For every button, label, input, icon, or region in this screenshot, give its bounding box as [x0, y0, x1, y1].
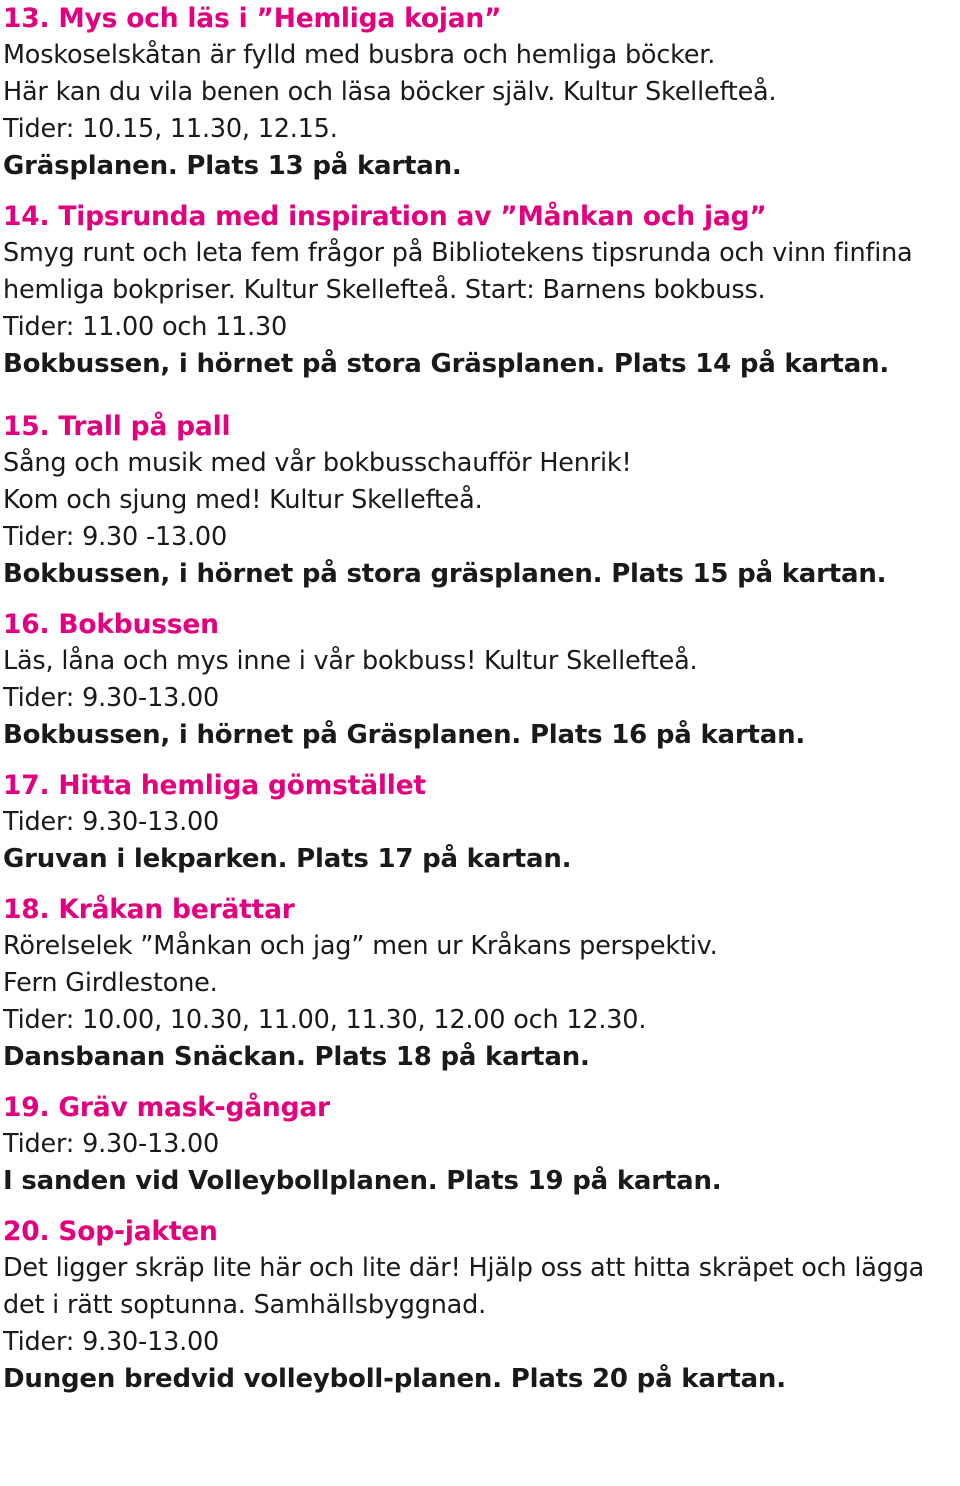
event-description-line: det i rätt soptunna. Samhällsbyggnad.: [3, 1290, 487, 1320]
event-title: 18. Kråkan berättar: [3, 894, 295, 925]
event-location: Dansbanan Snäckan. Plats 18 på kartan.: [3, 1042, 590, 1072]
event-location: Bokbussen, i hörnet på Gräsplanen. Plats 16 på kartan.: [3, 720, 806, 750]
event-description-line: Sång och musik med vår bokbusschaufför Henrik!: [3, 448, 632, 478]
event-description-line: Här kan du vila benen och läsa böcker själv. Kultur Skellefteå.: [3, 77, 777, 107]
event-20: [3, 1213, 958, 1398]
event-19: [3, 1089, 958, 1200]
event-title: 15. Trall på pall: [3, 411, 231, 442]
event-description-line: Moskoselskåtan är fylld med busbra och hemliga böcker.: [3, 40, 716, 70]
event-description-line: Det ligger skräp lite här och lite där! Hjälp oss att hitta skräpet och lägga: [3, 1253, 925, 1283]
event-title: 16. Bokbussen: [3, 609, 219, 640]
event-location: I sanden vid Volleybollplanen. Plats 19 på kartan.: [3, 1166, 722, 1196]
event-times: Tider: 9.30-13.00: [3, 1327, 220, 1357]
event-title: 13. Mys och läs i ”Hemliga kojan”: [3, 3, 502, 34]
event-title: 14. Tipsrunda med inspiration av ”Månkan och jag”: [3, 201, 767, 232]
event-location: Bokbussen, i hörnet på stora gräsplanen. Plats 15 på kartan.: [3, 559, 887, 589]
event-times: Tider: 9.30-13.00: [3, 683, 220, 713]
event-location: Gräsplanen. Plats 13 på kartan.: [3, 151, 462, 181]
event-description-line: Läs, låna och mys inne i vår bokbuss! Kultur Skellefteå.: [3, 646, 698, 676]
event-times: Tider: 11.00 och 11.30: [3, 312, 288, 342]
event-title: 19. Gräv mask-gångar: [3, 1092, 330, 1123]
event-location: Dungen bredvid volleyboll-planen. Plats 20 på kartan.: [3, 1364, 786, 1394]
event-location: Gruvan i lekparken. Plats 17 på kartan.: [3, 844, 572, 874]
event-description-line: Fern Girdlestone.: [3, 968, 218, 998]
event-program: [3, 0, 958, 1398]
event-title: 20. Sop-jakten: [3, 1216, 218, 1247]
event-15: [3, 408, 958, 593]
event-description-line: hemliga bokpriser. Kultur Skellefteå. Start: Barnens bokbuss.: [3, 275, 766, 305]
event-times: Tider: 9.30-13.00: [3, 807, 220, 837]
event-times: Tider: 9.30 -13.00: [3, 522, 227, 552]
event-times: Tider: 10.15, 11.30, 12.15.: [3, 114, 338, 144]
event-13: [3, 0, 958, 185]
event-times: Tider: 10.00, 10.30, 11.00, 11.30, 12.00 och 12.30.: [3, 1005, 647, 1035]
event-location: Bokbussen, i hörnet på stora Gräsplanen. Plats 14 på kartan.: [3, 349, 890, 379]
event-description-line: Smyg runt och leta fem frågor på Bibliotekens tipsrunda och vinn finfina: [3, 238, 913, 268]
event-18: [3, 891, 958, 1076]
event-times: Tider: 9.30-13.00: [3, 1129, 220, 1159]
event-title: 17. Hitta hemliga gömstället: [3, 770, 426, 801]
event-description-line: Rörelselek ”Månkan och jag” men ur Kråkans perspektiv.: [3, 931, 718, 961]
event-14: [3, 198, 958, 383]
event-16: [3, 606, 958, 754]
event-description-line: Kom och sjung med! Kultur Skellefteå.: [3, 485, 483, 515]
event-17: [3, 767, 958, 878]
